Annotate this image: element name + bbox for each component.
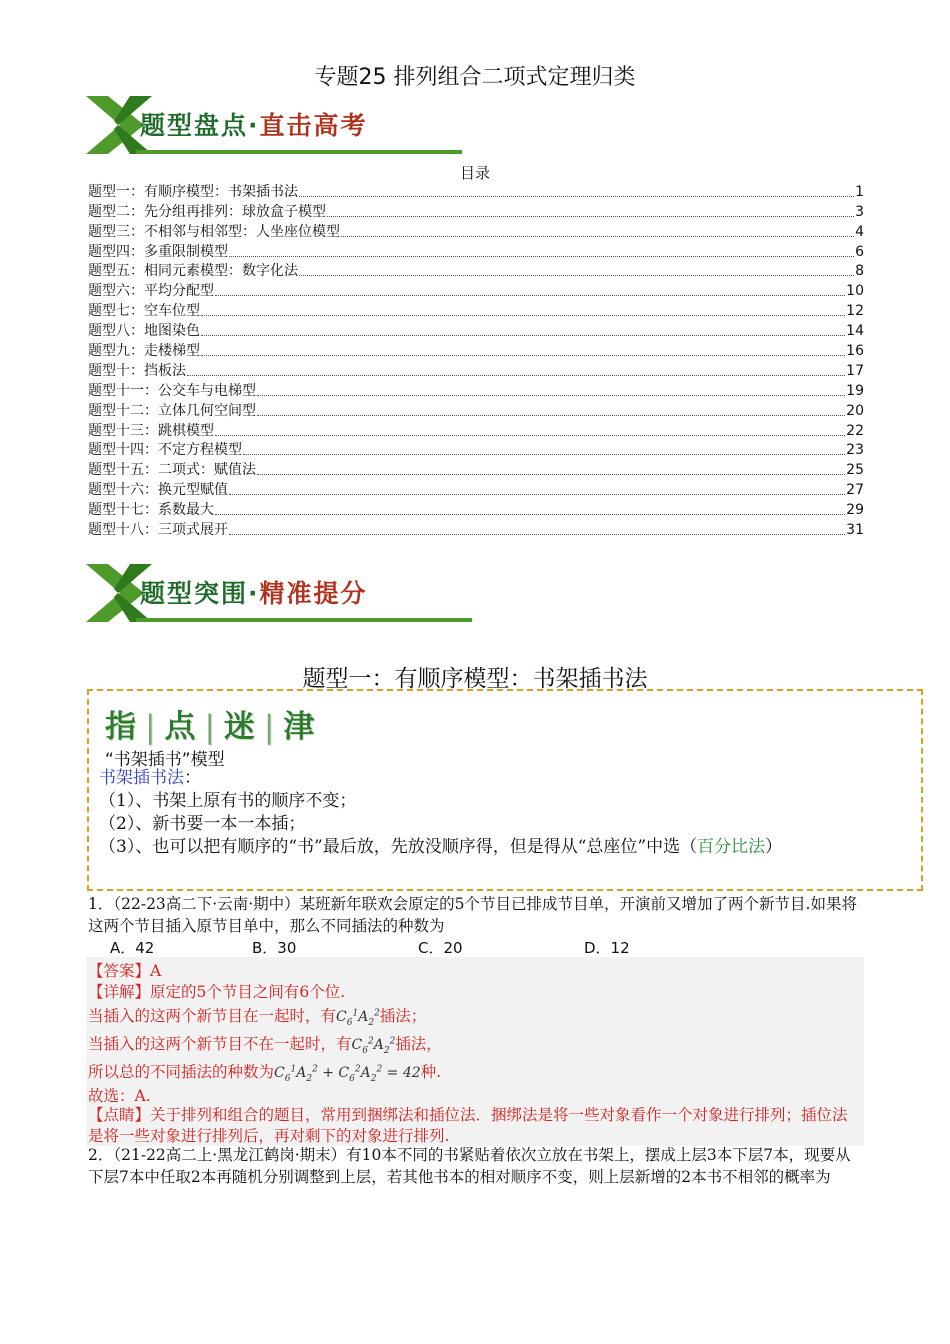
answer-choose: 故选：A. <box>88 1087 151 1105</box>
option-d: D．12 <box>584 939 630 957</box>
toc-leader-dots <box>229 494 845 495</box>
toc-item-label: 题型十三：跳棋模型 <box>88 422 214 439</box>
option-a: A．42 <box>110 939 155 957</box>
section-title: 题型一：有顺序模型：书架插书法 <box>302 666 648 692</box>
toc-item[interactable] <box>88 381 864 401</box>
formula-c62-a22: $C_6^2A_2^2$ <box>351 1036 396 1056</box>
toc-item-page: 23 <box>846 442 864 459</box>
answer-line-1: 当插入的这两个新节目在一起时，有$C_6^1A_2^2$插法； <box>88 1007 427 1028</box>
toc-item-page: 10 <box>846 283 864 300</box>
toc-item-label: 题型十八：三项式展开 <box>88 522 228 539</box>
toc-leader-dots <box>257 415 845 416</box>
toc-item-label: 题型二：先分组再排列：球放盒子模型 <box>88 203 326 220</box>
toc-leader-dots <box>257 474 845 475</box>
tip-box <box>87 689 923 891</box>
toc-item-page: 3 <box>855 203 864 220</box>
toc-item[interactable] <box>88 321 864 341</box>
toc-leader-dots <box>187 375 845 376</box>
toc-item[interactable] <box>88 281 864 301</box>
toc-item-label: 题型五：相同元素模型：数字化法 <box>88 263 298 280</box>
toc-item[interactable] <box>88 460 864 480</box>
toc-item-label: 题型七：空车位型 <box>88 303 200 320</box>
toc-item[interactable] <box>88 480 864 500</box>
answer-remark: 【点睛】关于排列和组合的题目，常用到捆绑法和插位法．捆绑法是将一些对象看作一个对象进行排列；插位法是将一些对象进行排列后，再对剩下的对象进行排列. <box>88 1106 848 1145</box>
tip-line-1: （1）、书架上原有书的顺序不变； <box>99 791 357 811</box>
toc-item-page: 4 <box>855 223 864 240</box>
toc-leader-dots <box>299 196 854 197</box>
toc-item[interactable] <box>88 262 864 282</box>
answer-box <box>86 957 864 1146</box>
tip-method: 书架插书法 <box>99 768 184 788</box>
toc-item-page: 29 <box>846 502 864 519</box>
toc-item-page: 1 <box>855 183 864 200</box>
toc-item-page: 22 <box>846 422 864 439</box>
toc-item[interactable] <box>88 500 864 520</box>
toc-item-label: 题型十：挡板法 <box>88 362 186 379</box>
banner-overview-text: 题型盘点·直击高考 <box>140 111 368 140</box>
option-b: B．30 <box>252 939 297 957</box>
toc-item[interactable] <box>88 222 864 242</box>
formula-c61-a22: $C_6^1A_2^2$ <box>336 1008 380 1028</box>
toc-item-label: 题型十六：换元型赋值 <box>88 482 228 499</box>
toc-item[interactable] <box>88 441 864 461</box>
toc-item-page: 8 <box>855 263 864 280</box>
toc-leader-dots <box>201 315 845 316</box>
toc-item-page: 20 <box>846 402 864 419</box>
formula-total: $C_6^1A_2^2 + C_6^2A_2^2 = 42$ <box>274 1064 421 1084</box>
toc-leader-dots <box>215 514 845 515</box>
toc-item-label: 题型八：地图染色 <box>88 323 200 340</box>
table-of-contents <box>88 182 864 540</box>
toc-item-page: 16 <box>846 343 864 360</box>
question-2: 2．（21-22高二上·黑龙江鹤岗·期末）有10本不同的书紧贴着依次立放在书架上，摆成上层3本下层7本，现要从下层7本中任取2本再随机分别调整到上层，若其他书本的相对顺序不变，则上层新增的2本书不相邻的概率为 <box>88 1146 851 1186</box>
banner-overview <box>86 94 466 156</box>
toc-item-page: 31 <box>846 522 864 539</box>
toc-item-label: 题型一：有顺序模型：书架插书法 <box>88 183 298 200</box>
toc-item-page: 17 <box>846 362 864 379</box>
toc-item-page: 6 <box>855 243 864 260</box>
toc-item[interactable] <box>88 301 864 321</box>
toc-leader-dots <box>215 295 845 296</box>
toc-item-page: 14 <box>846 323 864 340</box>
toc-item-label: 题型十五：二项式：赋值法 <box>88 462 256 479</box>
tip-line-2: （2）、新书要一本一本插； <box>99 814 306 834</box>
question-1: 1．（22-23高二下·云南·期中）某班新年联欢会原定的5个节目已排成节目单，开演前又增加了两个新节目.如果将这两个节目插入原节目单中，那么不同插法的种数为 <box>88 895 857 935</box>
toc-item-page: 27 <box>846 482 864 499</box>
toc-leader-dots <box>229 534 845 535</box>
tip-content: 书架插书法： （1）、书架上原有书的顺序不变； （2）、新书要一本一本插； （3）、也可以把有顺序的“书”最后放，先放没顺序得，但是得从“总座位”中选（百分比法） <box>99 767 913 859</box>
toc-item-page: 25 <box>846 462 864 479</box>
toc-item[interactable] <box>88 421 864 441</box>
toc-leader-dots <box>257 395 845 396</box>
answer-detail: 【详解】原定的5个节目之间有6个位. <box>88 983 346 1001</box>
toc-item-label: 题型三：不相邻与相邻型：人坐座位模型 <box>88 223 340 240</box>
toc-item[interactable] <box>88 202 864 222</box>
toc-item[interactable] <box>88 242 864 262</box>
toc-item-label: 题型十一：公交车与电梯型 <box>88 382 256 399</box>
document-title: 专题25 排列组合二项式定理归类 <box>314 65 636 90</box>
toc-leader-dots <box>215 435 845 436</box>
toc-item-page: 19 <box>846 382 864 399</box>
toc-item-label: 题型六：平均分配型 <box>88 283 214 300</box>
toc-item[interactable] <box>88 401 864 421</box>
tip-line-3: （3）、也可以把有顺序的“书”最后放，先放没顺序得，但是得从“总座位”中选（百分比法） <box>99 837 783 857</box>
option-c: C．20 <box>418 939 463 957</box>
toc-leader-dots <box>243 454 845 455</box>
toc-leader-dots <box>299 275 854 276</box>
toc-item[interactable] <box>88 520 864 540</box>
toc-item-label: 题型九：走楼梯型 <box>88 343 200 360</box>
toc-leader-dots <box>229 256 854 257</box>
answer-line-2: 当插入的这两个新节目不在一起时，有$C_6^2A_2^2$插法， <box>88 1035 442 1056</box>
toc-item-label: 题型十二：立体几何空间型 <box>88 402 256 419</box>
toc-item-label: 题型十七：系数最大 <box>88 502 214 519</box>
banner-breakthrough <box>86 562 476 624</box>
answer-label: 【答案】A <box>88 962 162 980</box>
answer-line-3: 所以总的不同插法的种数为$C_6^1A_2^2 + C_6^2A_2^2 = 42$种. <box>88 1063 442 1084</box>
toc-item[interactable] <box>88 361 864 381</box>
banner-breakthrough-text: 题型突围·精准提分 <box>140 579 368 608</box>
toc-item-page: 12 <box>846 303 864 320</box>
toc-item[interactable] <box>88 182 864 202</box>
toc-item-label: 题型四：多重限制模型 <box>88 243 228 260</box>
toc-leader-dots <box>327 216 854 217</box>
toc-item-label: 题型十四：不定方程模型 <box>88 442 242 459</box>
toc-item[interactable] <box>88 341 864 361</box>
toc-heading: 目录 <box>459 164 490 182</box>
tip-subtitle: “书架插书”模型 <box>105 750 225 770</box>
toc-leader-dots <box>341 236 854 237</box>
tip-logo: 指 | 点 | 迷 | 津 <box>105 709 318 745</box>
toc-leader-dots <box>201 335 845 336</box>
toc-leader-dots <box>201 355 845 356</box>
